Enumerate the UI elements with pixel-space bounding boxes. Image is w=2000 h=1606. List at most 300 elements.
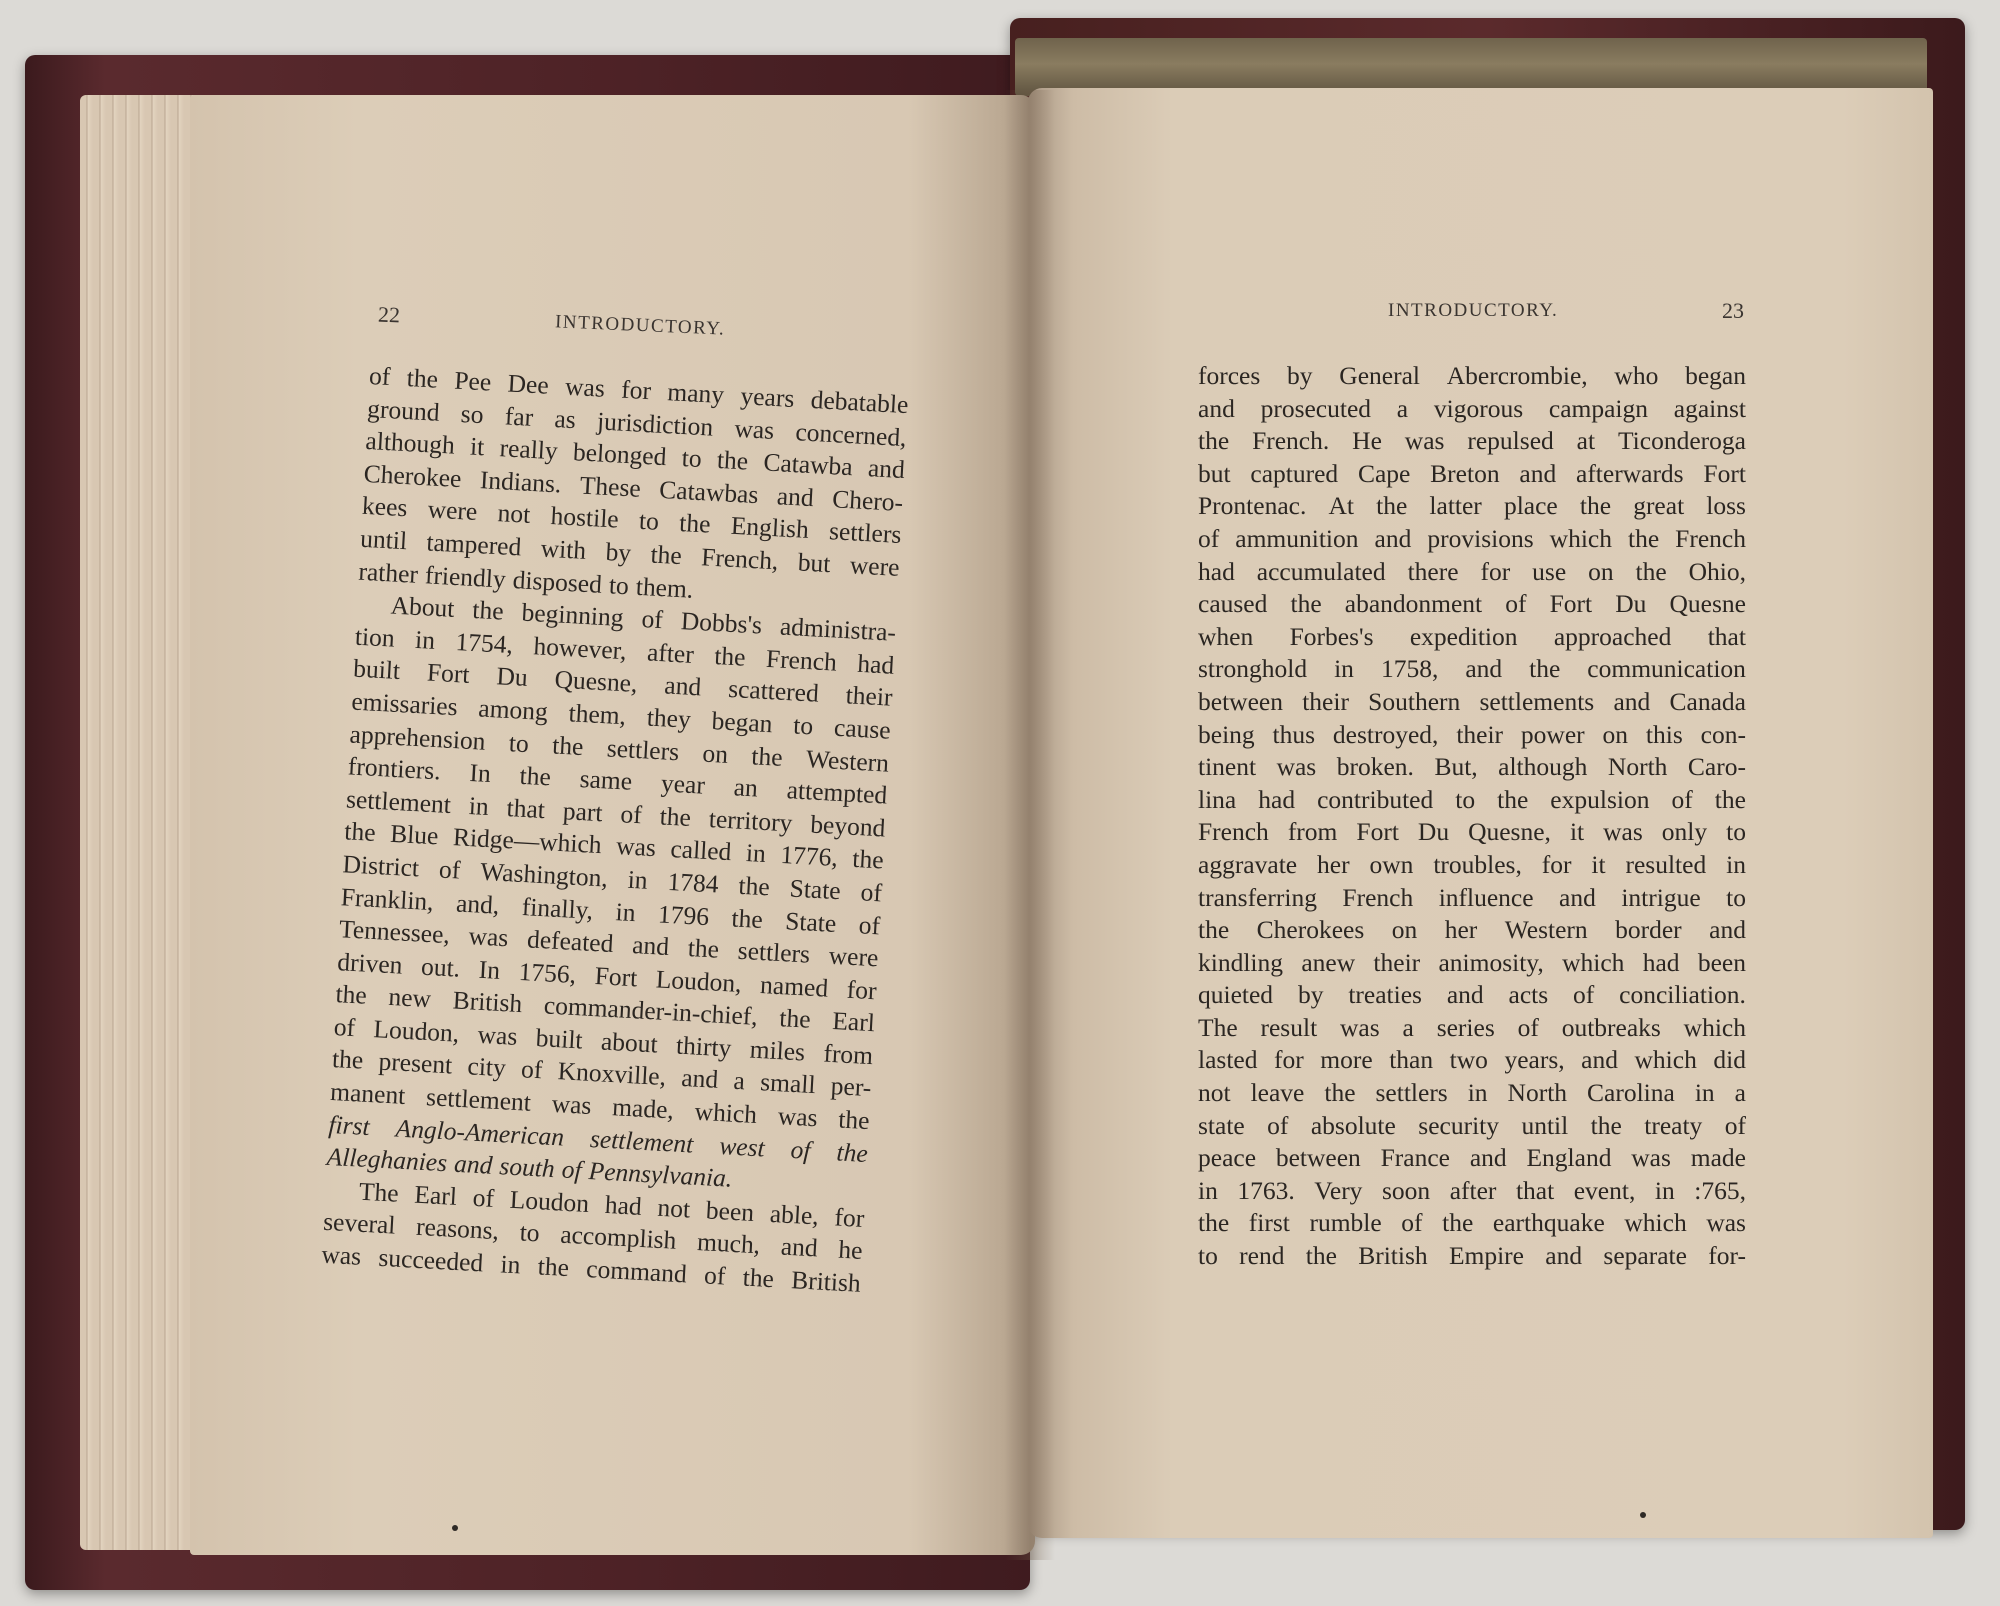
text-line: [1198, 490, 1746, 523]
word: been: [1697, 947, 1746, 977]
word: in: [627, 864, 649, 895]
word: 1784: [666, 866, 720, 899]
text-line: [1198, 1012, 1746, 1045]
word: several: [322, 1207, 397, 1241]
word: settlers: [737, 935, 811, 969]
word: Alleghanies: [326, 1142, 448, 1178]
word: friendly: [424, 559, 507, 594]
word: only: [1661, 817, 1708, 847]
word: Quesne,: [1468, 817, 1551, 847]
word: was: [467, 921, 510, 953]
word: Fort: [426, 657, 471, 690]
word: of: [333, 1011, 356, 1043]
word: them,: [567, 698, 627, 731]
word: expulsion: [1550, 784, 1650, 814]
word: it: [1569, 817, 1585, 847]
word: was: [1603, 817, 1643, 847]
word: latter: [1429, 491, 1482, 521]
word: England: [1526, 1143, 1612, 1173]
word: concerned,: [794, 416, 908, 452]
word: built: [352, 653, 401, 686]
word: south: [498, 1151, 556, 1184]
word: the: [730, 902, 764, 934]
word: France: [1380, 1143, 1451, 1173]
word: the: [851, 844, 885, 875]
word: Washington,: [479, 856, 609, 893]
word: the: [687, 933, 720, 964]
word: a: [732, 1066, 746, 1096]
word: rumble: [1309, 1208, 1382, 1238]
word: was: [320, 1239, 362, 1271]
word: aggravate: [1198, 849, 1298, 879]
word: Fort: [1703, 458, 1746, 488]
word: the: [1628, 523, 1660, 553]
word: from: [1287, 817, 1338, 847]
word: acts: [1508, 980, 1549, 1010]
text-line: [1198, 882, 1746, 915]
word: their: [1373, 947, 1421, 977]
word: had: [1198, 556, 1235, 586]
word: stronghold: [1198, 654, 1308, 684]
word: of: [472, 1182, 495, 1213]
word: in: [1198, 1175, 1218, 1205]
word: to: [638, 506, 660, 537]
word: began: [710, 705, 774, 739]
text-line: [1198, 393, 1746, 426]
word: power: [1520, 719, 1585, 749]
word: Loudon,: [372, 1014, 461, 1048]
right-running-head: INTRODUCTORY.: [1388, 300, 1559, 321]
word: against: [1673, 393, 1746, 423]
word: accumulated: [1256, 556, 1386, 586]
word: from: [822, 1038, 874, 1071]
word: of: [368, 360, 392, 392]
word: it: [469, 431, 486, 462]
text-line: [1198, 360, 1746, 393]
word: for: [833, 1202, 866, 1233]
word: campaign: [1548, 393, 1648, 423]
word: settlers: [1375, 1078, 1448, 1108]
word: commander-in-chief,: [543, 990, 759, 1032]
word: prosecuted: [1260, 393, 1372, 423]
word: 1763.: [1237, 1175, 1295, 1205]
word: by: [1287, 361, 1313, 390]
text-line: [1198, 719, 1746, 752]
word: Quesne,: [553, 664, 639, 699]
word: to: [1455, 784, 1476, 814]
word: however,: [532, 631, 628, 666]
word: on: [701, 738, 729, 769]
word: Very: [1314, 1175, 1363, 1205]
word: that: [505, 792, 546, 824]
word: emissaries: [350, 686, 459, 722]
word: attempted: [786, 775, 889, 810]
word: small: [759, 1067, 817, 1100]
word: 1758,: [1380, 654, 1439, 684]
word: was: [1340, 1012, 1380, 1042]
word: kees: [361, 491, 409, 523]
word: many: [666, 377, 725, 410]
word: it: [1591, 849, 1606, 879]
word: British: [1358, 1241, 1428, 1271]
word: the: [1442, 1208, 1474, 1238]
word: soon: [1381, 1175, 1431, 1205]
word: finally,: [521, 891, 594, 925]
word: Earl: [413, 1179, 458, 1211]
word: was: [1404, 426, 1445, 456]
text-line: [1198, 979, 1746, 1012]
word: French: [1198, 817, 1269, 847]
word: and: [663, 670, 703, 702]
word: the: [1198, 1208, 1230, 1238]
word: intrigue: [1621, 882, 1701, 912]
word: the: [1198, 915, 1230, 945]
word: was: [1276, 752, 1317, 782]
word: which: [1634, 1045, 1697, 1075]
word: series: [1436, 1012, 1495, 1042]
word: of: [640, 604, 664, 635]
word: Cherokees: [1256, 915, 1365, 945]
word: accomplish: [559, 1220, 678, 1256]
word: to: [608, 569, 630, 600]
word: loss: [1706, 491, 1746, 521]
word: belonged: [572, 437, 668, 472]
word: the: [551, 729, 585, 761]
word: State: [788, 873, 842, 906]
text-line: [1198, 947, 1746, 980]
word: and: [1559, 882, 1596, 912]
word: Earl: [831, 1006, 876, 1038]
word: after: [1449, 1175, 1497, 1205]
word: tion: [354, 621, 396, 653]
word: hostile: [549, 501, 620, 535]
word: the: [649, 539, 683, 571]
word: the: [659, 801, 692, 832]
word: General: [1339, 361, 1420, 390]
word: the: [1529, 654, 1561, 684]
word: not: [496, 498, 532, 530]
word: but: [797, 547, 832, 579]
word: British: [452, 985, 523, 1019]
right-page-text: [1198, 360, 1746, 1273]
word: Anglo-American: [394, 1113, 565, 1152]
word: was: [476, 1019, 519, 1051]
word: able,: [769, 1198, 820, 1231]
word: forces: [1198, 361, 1261, 390]
word: conciliation.: [1619, 980, 1746, 1010]
word: for: [846, 974, 878, 1005]
word: and,: [455, 887, 501, 920]
word: they: [646, 702, 692, 734]
right-page-number: 23: [1722, 298, 1744, 323]
word: in: [1334, 654, 1354, 684]
word: on: [1602, 719, 1629, 749]
word: settlers: [606, 732, 680, 766]
word: French,: [700, 542, 780, 576]
word: the: [716, 445, 749, 476]
word: there: [1407, 556, 1459, 586]
text-line: [1198, 849, 1746, 882]
word: repulsed: [1467, 426, 1554, 456]
word: the: [713, 640, 747, 672]
word: :765,: [1694, 1175, 1746, 1205]
text-line: [1198, 784, 1746, 817]
word: settlement: [589, 1123, 695, 1159]
word: Franklin,: [340, 881, 435, 916]
word: Blue: [389, 819, 440, 851]
word: reasons,: [415, 1212, 500, 1246]
word: and: [867, 453, 906, 485]
word: Du: [1417, 817, 1450, 847]
word: by: [604, 537, 632, 568]
word: which: [1562, 947, 1625, 977]
word: administra-: [779, 611, 897, 647]
word: the: [1579, 491, 1612, 521]
word: the: [742, 1262, 775, 1294]
word: part: [562, 795, 604, 827]
word: But,: [1434, 752, 1478, 782]
word: scattered: [727, 674, 820, 709]
word: and: [453, 1148, 494, 1181]
word: Western: [805, 743, 890, 778]
word: who: [1614, 361, 1659, 390]
word: and: [1709, 915, 1746, 945]
text-line: [1198, 751, 1746, 784]
word: of: [1401, 1208, 1423, 1238]
word: began: [1685, 361, 1746, 390]
word: were: [828, 940, 880, 973]
word: as: [553, 403, 577, 434]
word: Carolina: [1587, 1078, 1675, 1108]
word: the: [1635, 556, 1667, 586]
word: that: [1707, 621, 1746, 651]
word: communication: [1587, 654, 1746, 684]
word: command: [585, 1254, 688, 1289]
word: a: [1402, 1012, 1414, 1042]
word: being: [1198, 719, 1255, 749]
word: in: [1694, 1078, 1715, 1108]
word: broken.: [1336, 752, 1414, 782]
text-line: [1198, 914, 1746, 947]
word: own: [1369, 849, 1414, 879]
text-line: [1198, 1044, 1746, 1077]
word: the: [471, 595, 505, 626]
word: Caro-: [1687, 752, 1746, 782]
word: but: [1198, 458, 1231, 488]
word: was: [551, 1089, 593, 1121]
word: French: [765, 643, 838, 677]
word: The: [1198, 1012, 1238, 1042]
text-line: [1198, 1175, 1746, 1208]
word: had: [604, 1189, 643, 1221]
word: state: [1198, 1110, 1245, 1140]
word: did: [1713, 1045, 1746, 1075]
word: security: [1418, 1110, 1500, 1140]
word: of: [1671, 784, 1693, 814]
word: and: [1469, 1143, 1507, 1173]
text-line: [1198, 588, 1746, 621]
word: influence: [1438, 882, 1534, 912]
word: Indians.: [479, 464, 563, 499]
word: North: [1507, 1078, 1568, 1108]
word: outbreaks: [1561, 1012, 1661, 1042]
word: tinent: [1198, 752, 1257, 782]
word: Empire: [1448, 1241, 1524, 1271]
left-page-text: [321, 360, 910, 1300]
word: and: [631, 930, 670, 962]
word: separate: [1603, 1241, 1687, 1271]
word: called: [669, 834, 733, 867]
word: not: [656, 1192, 691, 1224]
word: a: [1734, 1078, 1746, 1108]
text-line: [1198, 1142, 1746, 1175]
word: far: [504, 400, 535, 432]
word: first: [327, 1109, 371, 1141]
word: the: [537, 1251, 570, 1283]
word: their: [1302, 686, 1349, 716]
word: Ridge—which: [452, 822, 603, 860]
word: Cherokee: [363, 458, 463, 493]
word: lasted: [1198, 1045, 1258, 1075]
word: and: [1545, 1241, 1583, 1271]
word: driven: [336, 946, 404, 980]
word: for: [1480, 556, 1511, 586]
word: in: [614, 896, 637, 927]
text-line: [1198, 1240, 1746, 1273]
word: Catawbas: [658, 474, 760, 509]
left-page-stack-edge: [80, 95, 200, 1550]
word: territory: [708, 803, 794, 838]
word: Knoxville,: [557, 1056, 667, 1092]
word: of: [859, 877, 883, 908]
word: settlements: [1479, 686, 1595, 716]
word: so: [460, 398, 485, 429]
word: the: [1714, 784, 1746, 814]
word: had: [1258, 784, 1296, 814]
word: 1756,: [518, 956, 577, 989]
word: defeated: [526, 924, 615, 959]
word: Cape: [1357, 458, 1411, 488]
word: had: [1642, 947, 1680, 977]
word: in: [1726, 849, 1746, 879]
word: Breton: [1430, 458, 1500, 488]
word: provisions: [1427, 523, 1534, 553]
word: In: [468, 758, 492, 789]
word: out.: [420, 951, 461, 983]
word: and: [1198, 393, 1235, 423]
word: year: [660, 768, 706, 800]
word: beginning: [520, 597, 625, 633]
word: really: [498, 433, 559, 466]
word: About: [389, 590, 456, 624]
word: the: [343, 816, 377, 848]
word: a: [1396, 393, 1409, 423]
word: west: [718, 1130, 766, 1163]
word: Du: [1615, 589, 1647, 619]
text-line: [1198, 1077, 1746, 1110]
word: them.: [635, 571, 695, 604]
word: more: [1320, 1045, 1373, 1075]
word: for: [1541, 849, 1572, 879]
word: for: [620, 374, 652, 406]
word: and: [1613, 686, 1651, 716]
word: 1796: [657, 898, 710, 931]
word: of: [703, 1260, 727, 1291]
page-speck: [1640, 1512, 1646, 1518]
word: settlement: [345, 784, 452, 819]
word: resulted: [1625, 849, 1707, 879]
word: North: [1607, 752, 1668, 782]
word: Canada: [1669, 686, 1746, 716]
word: first: [1248, 1208, 1290, 1238]
word: British: [790, 1265, 862, 1298]
word: ground: [366, 393, 441, 427]
word: apprehension: [348, 719, 487, 756]
word: years,: [1504, 1045, 1565, 1075]
word: animosity,: [1438, 947, 1544, 977]
word: Dee: [506, 368, 550, 400]
word: Forbes's: [1289, 621, 1374, 651]
word: Ohio,: [1688, 556, 1746, 586]
book-gutter: [1005, 90, 1055, 1560]
word: place: [1503, 491, 1558, 521]
word: of: [1573, 980, 1595, 1010]
left-page-number: 22: [377, 301, 401, 328]
word: were: [849, 550, 901, 582]
word: and: [776, 481, 815, 512]
word: Loudon: [509, 1184, 590, 1218]
word: to: [1198, 1241, 1218, 1271]
word: succeeded: [377, 1242, 484, 1278]
word: two: [1449, 1045, 1488, 1075]
word: the: [1376, 491, 1408, 521]
left-running-head: INTRODUCTORY.: [554, 311, 726, 340]
word: Southern: [1368, 686, 1461, 716]
word: which: [693, 1096, 758, 1130]
word: of: [561, 1154, 583, 1185]
text-line: [1198, 523, 1746, 556]
word: for-: [1708, 1241, 1746, 1271]
word: 1776,: [779, 840, 839, 873]
word: he: [837, 1235, 864, 1266]
word: approached: [1553, 621, 1672, 651]
word: city: [466, 1051, 507, 1083]
word: built: [535, 1022, 584, 1055]
word: per-: [830, 1071, 873, 1103]
word: the: [1290, 589, 1322, 619]
word: the: [1324, 1078, 1356, 1108]
word: the: [1497, 784, 1529, 814]
word: manent: [329, 1077, 407, 1111]
word: the: [406, 363, 439, 394]
word: of: [619, 798, 643, 830]
word: to: [518, 1217, 541, 1248]
word: quieted: [1198, 980, 1274, 1010]
word: after: [646, 637, 695, 669]
page-speck: [452, 1525, 458, 1531]
word: at: [1576, 426, 1596, 456]
word: Pennsylvania.: [587, 1156, 734, 1194]
word: years: [739, 381, 796, 413]
word: thirty: [675, 1030, 733, 1063]
word: the: [1198, 426, 1230, 456]
word: the: [334, 979, 368, 1011]
word: Loudon,: [655, 964, 743, 998]
word: between: [1275, 1143, 1361, 1173]
word: in: [414, 624, 436, 655]
word: the: [737, 870, 771, 902]
word: the: [678, 508, 712, 540]
